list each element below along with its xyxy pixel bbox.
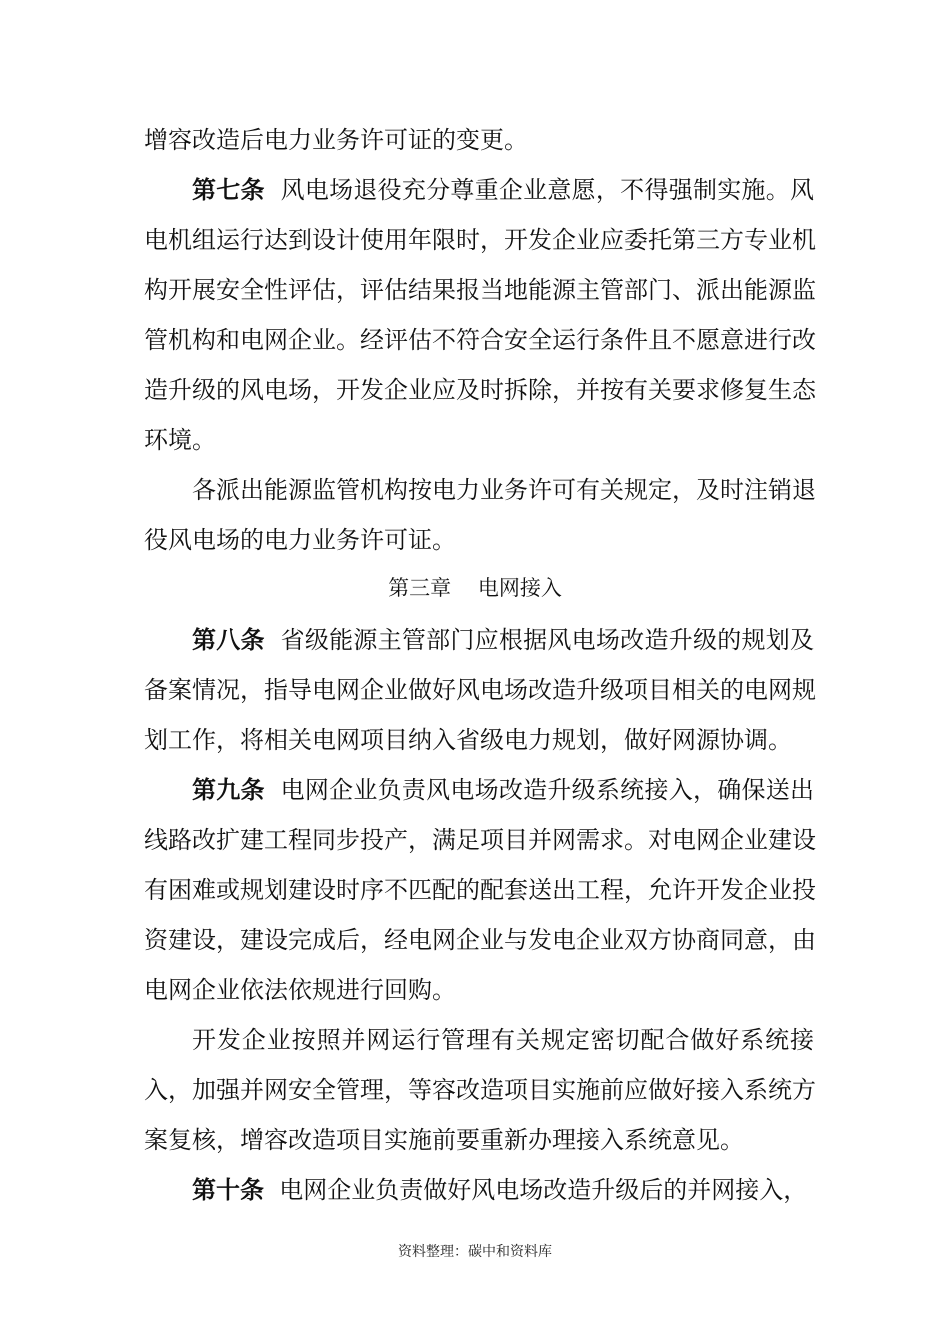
text-line: 划工作，将相关电网项目纳入省级电力规划，做好网源协调。	[144, 726, 792, 754]
text-line: 资建设，建设完成后，经电网企业与发电企业双方协商同意，由	[144, 926, 816, 954]
text-line: 环境。	[144, 426, 216, 454]
text-line: 役风电场的电力业务许可证。	[144, 526, 456, 554]
text-line: 管机构和电网企业。经评估不符合安全运行条件且不愿意进行改	[144, 326, 816, 354]
text-line: 备案情况，指导电网企业做好风电场改造升级项目相关的电网规	[144, 676, 816, 704]
text-line: 造升级的风电场，开发企业应及时拆除，并按有关要求修复生态	[144, 376, 816, 404]
article-label: 第七条	[192, 176, 265, 204]
text-line: 有困难或规划建设时序不匹配的配套送出工程，允许开发企业投	[144, 876, 816, 904]
text-line: 各派出能源监管机构按电力业务许可有关规定，及时注销退	[192, 476, 816, 504]
article-label: 第九条	[192, 776, 265, 804]
text-line: 构开展安全性评估，评估结果报当地能源主管部门、派出能源监	[144, 276, 816, 304]
text-line: 案复核，增容改造项目实施前要重新办理接入系统意见。	[144, 1126, 744, 1154]
text-line: 增容改造后电力业务许可证的变更。	[144, 126, 528, 154]
text-line: 电网企业负责风电场改造升级系统接入，确保送出	[280, 776, 815, 804]
text-line: 线路改扩建工程同步投产，满足项目并网需求。对电网企业建设	[144, 826, 816, 854]
text-line: 风电场退役充分尊重企业意愿，不得强制实施。风	[280, 176, 815, 204]
article-line	[192, 1173, 814, 1207]
page-footer: 资料整理：碳中和资料库	[398, 1244, 552, 1260]
text-line: 电网企业依法依规进行回购。	[144, 976, 456, 1004]
text-line: 开发企业按照并网运行管理有关规定密切配合做好系统接	[192, 1026, 814, 1054]
text-line: 电机组运行达到设计使用年限时，开发企业应委托第三方专业机	[144, 226, 816, 254]
article-line	[192, 773, 814, 807]
article-label: 第八条	[192, 626, 265, 654]
chapter-heading: 第三章 电网接入	[388, 576, 562, 600]
text-line: 入，加强并网安全管理，等容改造项目实施前应做好接入系统方	[144, 1076, 816, 1104]
article-label: 第十条	[192, 1176, 264, 1204]
article-line	[192, 623, 814, 657]
text-line: 电网企业负责做好风电场改造升级后的并网接入，	[279, 1176, 808, 1204]
article-line	[192, 173, 814, 207]
text-line: 省级能源主管部门应根据风电场改造升级的规划及	[280, 626, 815, 654]
